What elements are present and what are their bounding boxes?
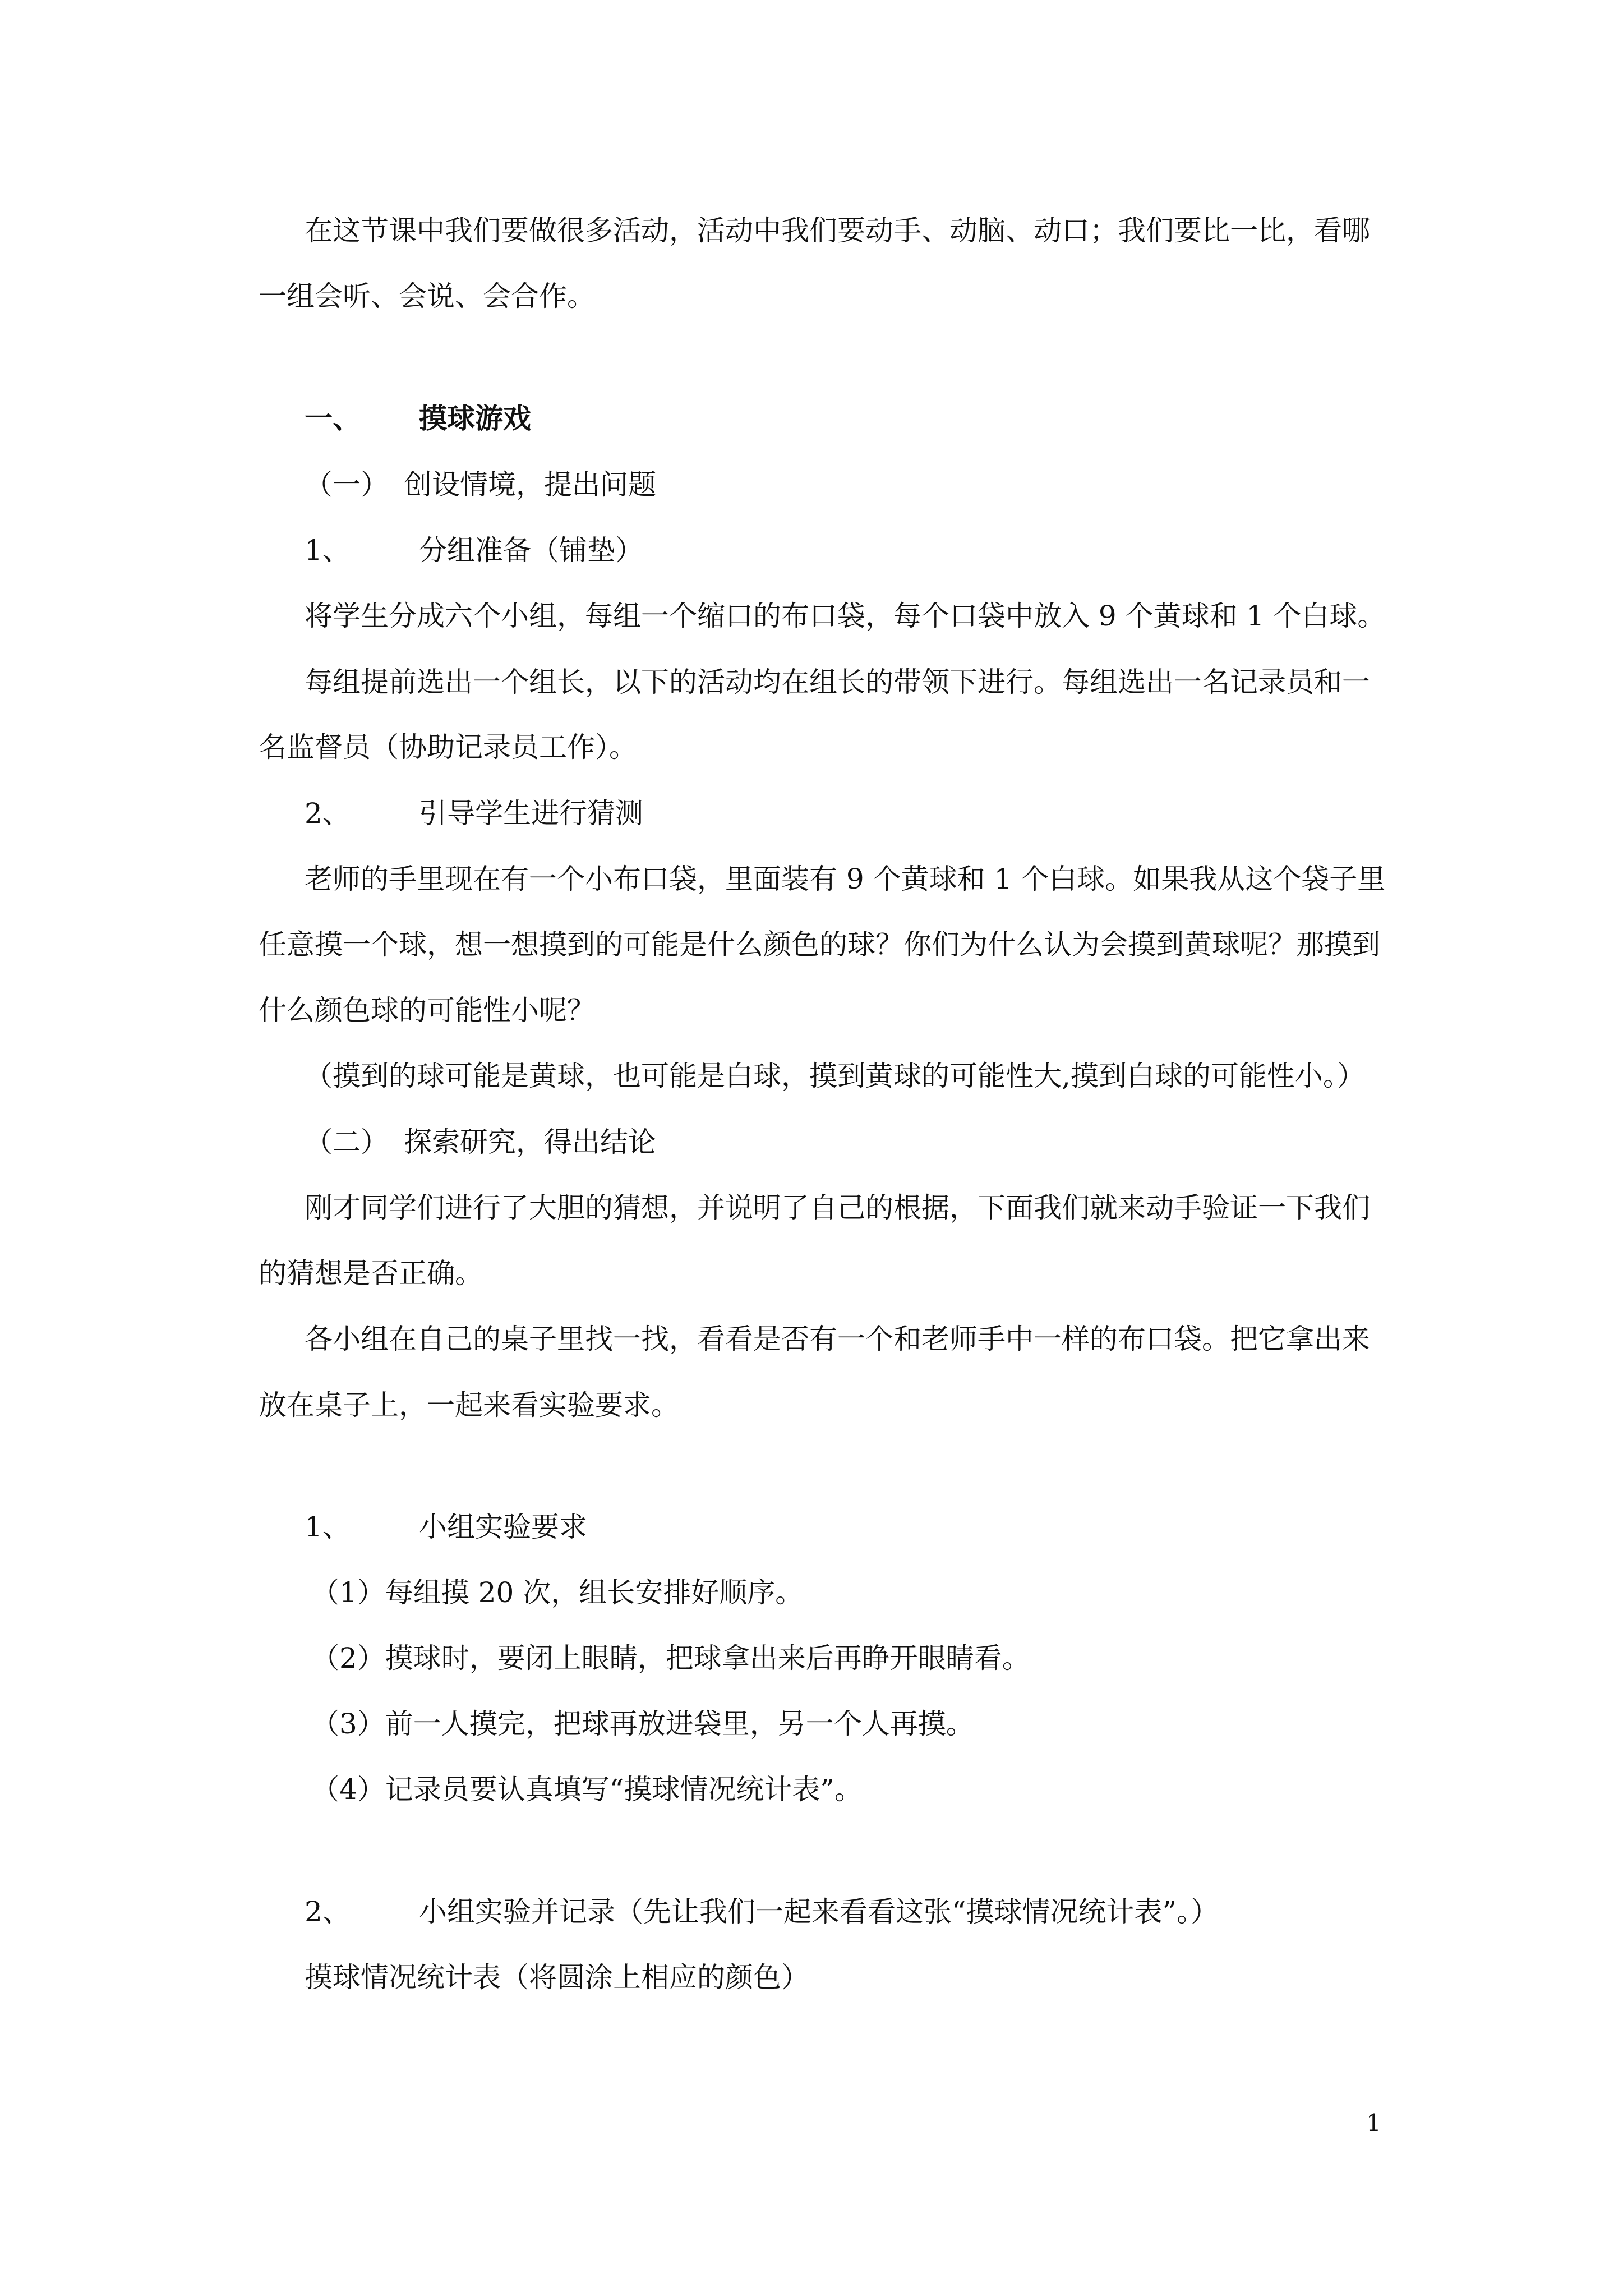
- section-number: 一、: [305, 402, 361, 435]
- paragraph-line: 将学生分成六个小组，每组一个缩口的布口袋，每个口袋中放入 9 个黄球和 1 个白球。: [305, 600, 1386, 632]
- subsection-title: 创设情境，提出问题: [404, 468, 656, 501]
- paragraph-line: 任意摸一个球，想一想摸到的可能是什么颜色的球？你们为什么认为会摸到黄球呢？那摸到: [259, 928, 1380, 961]
- paragraph-line: 放在桌子上，一起来看实验要求。: [259, 1389, 679, 1421]
- requirement-4: （4）记录员要认真填写“摸球情况统计表”。: [311, 1773, 863, 1806]
- item-title: 小组实验并记录（先让我们一起来看看这张“摸球情况统计表”。）: [419, 1895, 1219, 1928]
- item-title: 引导学生进行猜测: [419, 797, 643, 830]
- intro-line-1: 在这节课中我们要做很多活动，活动中我们要动手、动脑、动口；我们要比一比，看哪: [305, 214, 1370, 247]
- section-title: 摸球游戏: [419, 402, 531, 435]
- subsection-title: 探索研究，得出结论: [404, 1126, 656, 1158]
- subsection-label: （一）: [305, 468, 389, 501]
- intro-line-2: 一组会听、会说、会合作。: [259, 280, 595, 312]
- requirement-1: （1）每组摸 20 次，组长安排好顺序。: [311, 1576, 804, 1609]
- item-number: 2、: [305, 1895, 351, 1928]
- requirement-3: （3）前一人摸完，把球再放进袋里，另一个人再摸。: [311, 1708, 974, 1740]
- paragraph-line: 老师的手里现在有一个小布口袋，里面装有 9 个黄球和 1 个白球。如果我从这个袋子里: [305, 863, 1386, 895]
- item-number: 1、: [305, 534, 351, 567]
- item-number: 2、: [305, 797, 351, 830]
- requirement-2: （2）摸球时，要闭上眼睛，把球拿出来后再睁开眼睛看。: [311, 1642, 1030, 1674]
- paragraph-line: 什么颜色球的可能性小呢？: [259, 994, 595, 1027]
- item-title: 小组实验要求: [419, 1511, 587, 1543]
- paragraph-line: 每组提前选出一个组长，以下的活动均在组长的带领下进行。每组选出一名记录员和一: [305, 666, 1370, 698]
- paragraph-line: 的猜想是否正确。: [259, 1257, 483, 1290]
- paragraph-line: 刚才同学们进行了大胆的猜想，并说明了自己的根据，下面我们就来动手验证一下我们: [305, 1191, 1370, 1224]
- table-caption: 摸球情况统计表（将圆涂上相应的颜色）: [305, 1961, 809, 1994]
- page-number: 1: [1366, 2109, 1381, 2137]
- paragraph-line: 各小组在自己的桌子里找一找，看看是否有一个和老师手中一样的布口袋。把它拿出来: [305, 1323, 1370, 1355]
- item-title: 分组准备（铺垫）: [419, 534, 643, 567]
- paragraph-line: 名监督员（协助记录员工作）。: [259, 731, 637, 763]
- subsection-label: （二）: [305, 1126, 389, 1158]
- item-number: 1、: [305, 1511, 351, 1543]
- answer-line: （摸到的球可能是黄球，也可能是白球，摸到黄球的可能性大,摸到白球的可能性小。）: [305, 1060, 1365, 1092]
